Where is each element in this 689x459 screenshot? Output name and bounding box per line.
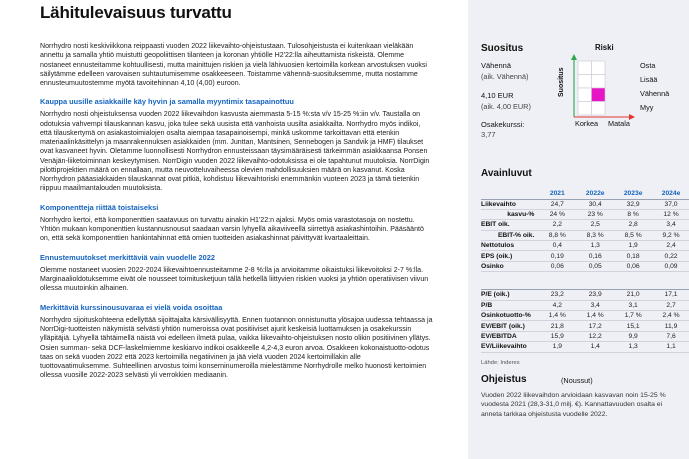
guidance-status: (Noussut) xyxy=(561,376,593,385)
risk-matrix-y-label: Suositus xyxy=(558,67,565,97)
table-header-row xyxy=(481,189,689,199)
cell-value: 23,2 xyxy=(538,290,576,300)
cell-value: 17,2 xyxy=(576,321,614,331)
cell-value: 4,2 xyxy=(538,300,576,310)
cell-value: 0,09 xyxy=(652,261,689,271)
risk-matrix-cell xyxy=(578,61,592,75)
guidance-title: Ohjeistus xyxy=(481,374,527,385)
cell-value: 11,9 xyxy=(652,321,689,331)
year-header: 2023e xyxy=(614,189,652,199)
cell-value: 1,3 xyxy=(614,342,652,352)
page-title: Lähitulevaisuus turvattu xyxy=(40,3,232,22)
cell-value: 1,4 xyxy=(576,342,614,352)
cell-value: 0,18 xyxy=(614,251,652,261)
cell-value: 1,3 xyxy=(576,241,614,251)
cell-value: 1,4 % xyxy=(538,311,576,321)
risk-matrix-grid xyxy=(578,61,605,115)
cell-value: 2,5 xyxy=(576,220,614,230)
table-spacer xyxy=(481,272,689,290)
table-row xyxy=(481,331,689,341)
row-label: EV/Liikevaihto xyxy=(481,342,538,352)
row-label: EBIT-% oik. xyxy=(481,230,538,240)
cell-value: 9,2 % xyxy=(652,230,689,240)
risk-matrix xyxy=(568,51,648,126)
key-figures-title: Avainluvut xyxy=(481,168,532,179)
cell-value: 9,9 xyxy=(614,331,652,341)
spacer-cell xyxy=(481,272,689,290)
table-row xyxy=(481,209,689,219)
cell-value: 0,06 xyxy=(614,261,652,271)
cell-value: 0,05 xyxy=(576,261,614,271)
cell-value: 24 % xyxy=(538,209,576,219)
paragraph: Norrhydro sijoituskohteena edellyttää sijoittajalta kärsivällisyyttä. Ennen tuotannon onnistunutta ylösajoa uudessa tehtaassa ja NorrDigi-tuotteisten näkymistä selvästi yhtiön numeroissa ovat positiiviset ajurit keskeisiä luottamuksen ja osakekurssin ylläpitäjiä. Lyhyellä tähtäimellä näistä voi edelleen ilmetä pulaa, vaikka liikevaihto-ohjeistuksen nosto olikin positiivinen yllätys. Osien summan- sekä DCF-laskelmiemme keskiarvo indikoi osakkeelle 4,2-4,3 euron arvoa. Osakkeen kokonaistuotto-odotus taas on sekä vuoden 2022 että 2023 kertoimilla negatiivinen ja jää vielä vuoden 2024 kertoimillakin alle tuottovaatimuksemme. Suhteellinen arvostus toimi konserninumeroilla mielestämme Norrhydrolle melko huonosti kertoimien ollessa vuosille 2022-2023 selvästi yli verrokkien mediaanin. xyxy=(40,316,433,380)
cell-value: 21,8 xyxy=(538,321,576,331)
source-note: Lähde: Inderes xyxy=(481,360,520,366)
cell-value: 1,4 % xyxy=(576,311,614,321)
paragraph: Norrhydro nosti ohjeistuksensa vuoden 2022 liikevaihdon kasvusta aiemmasta 5-15 %:sta v/v 15-25 %:iin v/v. Taustalla on odotuksia vahvempi tilauskannan kasvu, joka tulee sekä uusista että vanhoista uusilta asiakkailta. Norrhydro myös indikoi, että tilauskertymä on asiakastoimialojen osalta aiempaa tasapainoisempi, minkä uskomme tarkoittavan että etenkin materiaalinkäsittelyn ja maanrakennuksen asiakkaiden (mm. Junttan, Mantsinen, Sennebogen ja Sandvik ja HMF) tilaukset ovat kasvaneet hyvin. Oletamme luonnollisesti Norrhydron ennusteissaan täysimääräisesti tärkeimmän asiakkaansa Ponsen Venäjän-liiketoiminnan keskeytymisen. NorrDigin vuoden 2022 liikevaihto-odotuksissa ei ole tapahtunut muutoksia. NorrDigin pilottiprojektien määrä on ennallaan, mutta neuvotteluvaiheessa olevien mahdollisuuksien määrä on kasvanut. Koska Norrhydron pääasiakkaiden tilauskannat ovat pitkiä, kohdistuu liikevaihtoriski enemmänkin vuoteen 2023 ja tämä tietenkin riippuu maailmantalouden muutoksista. xyxy=(40,111,430,193)
cell-value: 24,7 xyxy=(538,199,576,209)
paragraph: Olemme nostaneet vuosien 2022-2024 liikevaihtoennusteitamme 2-8 %:lla ja arvioitamme oikaistuksi liikevoitoksi 2-7 %:lla. Marginaalioldotuksemme eivät ole nousseet toimitusketjuun tällä hetkellä liittyvien riskien vuoksi ja yhtiön operatiivisen viivun ollessa muutoinkin alhainen. xyxy=(40,266,429,293)
row-label: EV/EBIT (oik.) xyxy=(481,321,538,331)
cell-value: 12,2 xyxy=(576,331,614,341)
cell-value: 1,9 xyxy=(614,241,652,251)
table-row xyxy=(481,199,689,209)
row-label: Osinko xyxy=(481,261,538,271)
table-row xyxy=(481,241,689,251)
cell-value: 0,06 xyxy=(538,261,576,271)
cell-value: 23,9 xyxy=(576,290,614,300)
row-label: kasvu-% xyxy=(481,209,538,219)
section-heading: Komponentteja riittää toistaiseksi xyxy=(40,202,159,212)
risk-matrix-cell xyxy=(592,102,606,116)
cell-value: 12 % xyxy=(652,209,689,219)
row-label: EPS (oik.) xyxy=(481,251,538,261)
year-header: 2022e xyxy=(576,189,614,199)
cell-value: 15,1 xyxy=(614,321,652,331)
cell-value: 1,9 xyxy=(538,342,576,352)
row-label: Liikevaihto xyxy=(481,199,538,209)
table-row xyxy=(481,300,689,310)
risk-matrix-cell xyxy=(578,102,592,116)
row-label: EV/EBITDA xyxy=(481,331,538,341)
table-row xyxy=(481,230,689,240)
cell-value: 2,4 % xyxy=(652,311,689,321)
cell-value: 30,4 xyxy=(576,199,614,209)
table-row xyxy=(481,220,689,230)
cell-value: 2,8 xyxy=(614,220,652,230)
cell-value: 1,7 % xyxy=(614,311,652,321)
risk-matrix-selected-cell xyxy=(592,88,606,102)
row-label: P/E (oik.) xyxy=(481,290,538,300)
risk-matala: Matala xyxy=(608,119,630,128)
cell-value: 3,4 xyxy=(652,220,689,230)
cell-value: 15,9 xyxy=(538,331,576,341)
section-heading: Kauppa uusille asiakkaille käy hyvin ja samalla myyntimix tasapainottuu xyxy=(40,97,294,107)
article xyxy=(37,0,433,459)
recommendation-title: Suositus xyxy=(481,43,524,54)
table-row xyxy=(481,290,689,300)
cell-value: 37,0 xyxy=(652,199,689,209)
cell-value: 2,7 xyxy=(652,300,689,310)
section-heading: Merkittäviä kurssinousuvaraa ei vielä voida osoittaa xyxy=(40,302,223,312)
cell-value: 0,16 xyxy=(576,251,614,261)
y-axis-arrowhead xyxy=(571,54,577,60)
risk-matrix-cell xyxy=(592,61,606,75)
cell-value: 2,2 xyxy=(538,220,576,230)
cell-value: 32,9 xyxy=(614,199,652,209)
sidebar xyxy=(468,0,689,459)
cell-value: 1,1 xyxy=(652,342,689,352)
row-label: Nettotulos xyxy=(481,241,538,251)
row-label: EBIT oik. xyxy=(481,220,538,230)
cell-value: 23 % xyxy=(576,209,614,219)
header-empty-cell xyxy=(481,189,538,199)
recommendation-value: Vähennä xyxy=(481,61,512,70)
cell-value: 7,6 xyxy=(652,331,689,341)
guidance-text: Vuoden 2022 liikevaihdon arvioidaan kasvavan noin 15-25 % vuodesta 2021 (28,3-31,0 milj. €). Kannattavuuden osalta ei anneta tarkkaa ohjeistusta vuodelle 2022. xyxy=(481,392,666,418)
paragraph: Norrhydro kertoi, että komponenttien saatavuus on turvattu ainakin H1'22:n ajaksi. Myös omia varastotasoja on nostettu. Yhtiön mukaan komponenttien kustannusnousut saadaan varsin lyhyellä aikaviiveellä siirrettyä asiakashintoihin. Pääsääntö on, että sekä komponenttien hankintahinnat että omien tuotteiden asiakashinnat päivittyvät kvartaaleittain. xyxy=(40,216,424,243)
risk-matrix-cell xyxy=(578,88,592,102)
cell-value: 8 % xyxy=(614,209,652,219)
level-osta: Osta xyxy=(640,61,656,70)
row-label: P/B xyxy=(481,300,538,310)
cell-value: 0,19 xyxy=(538,251,576,261)
key-figures-table xyxy=(481,189,689,353)
table-row xyxy=(481,311,689,321)
target-price-previous: (aik. 4,00 EUR) xyxy=(481,102,531,111)
cell-value: 0,22 xyxy=(652,251,689,261)
cell-value: 17,1 xyxy=(652,290,689,300)
paragraph: Norrhydro nosti keskiviikkona reippaasti vuoden 2022 liikevaihto-ohjeistustaan. Tulosohjeistusta ei kuitenkaan vieläkään annettu ja samalla yhtiö muistutti geopoliittisen tilanteen ja koronan yhtiölle H2'22:lla aiheuttamista riskeistä. Olemme nostaneet ennusteitamme kohtuullisesti, mutta mainittujen riskien ja vielä lähivuosien kertoimilla korkean arvostuksen vuoksi säilytämme edelleen varovaisen suhtautumisemme osakkeeseen. Toistamme vähennä-suosituksemme, mutta nostamme ennusteumuutostemme myötä tavoitehinnan 4,10 (4,00) euroon. xyxy=(40,43,427,87)
cell-value: 8,8 % xyxy=(538,230,576,240)
table-row xyxy=(481,321,689,331)
cell-value: 2,4 xyxy=(652,241,689,251)
target-price: 4,10 EUR xyxy=(481,91,514,100)
recommendation-previous: (aik. Vähennä) xyxy=(481,72,529,81)
share-price-label: Osakekurssi: xyxy=(481,120,525,129)
risk-korkea: Korkea xyxy=(575,119,599,128)
level-vahenna: Vähennä xyxy=(640,89,670,98)
risk-matrix-cell xyxy=(578,75,592,89)
risk-matrix-title: Riski xyxy=(595,43,614,52)
share-price-value: 3,77 xyxy=(481,130,496,139)
year-header: 2024e xyxy=(652,189,689,199)
table-row xyxy=(481,251,689,261)
cell-value: 8,3 % xyxy=(576,230,614,240)
year-header: 2021 xyxy=(538,189,576,199)
row-label: Osinkotuotto-% xyxy=(481,311,538,321)
risk-matrix-cell xyxy=(592,75,606,89)
cell-value: 3,4 xyxy=(576,300,614,310)
cell-value: 8,5 % xyxy=(614,230,652,240)
cell-value: 3,1 xyxy=(614,300,652,310)
section-heading: Ennustemuutokset merkittäviä vain vuodelle 2022 xyxy=(40,252,215,262)
level-myy: Myy xyxy=(640,103,654,112)
table-row xyxy=(481,342,689,352)
cell-value: 0,4 xyxy=(538,241,576,251)
level-lisaa: Lisää xyxy=(640,75,658,84)
cell-value: 21,0 xyxy=(614,290,652,300)
table-row xyxy=(481,261,689,271)
article-body xyxy=(40,42,433,390)
